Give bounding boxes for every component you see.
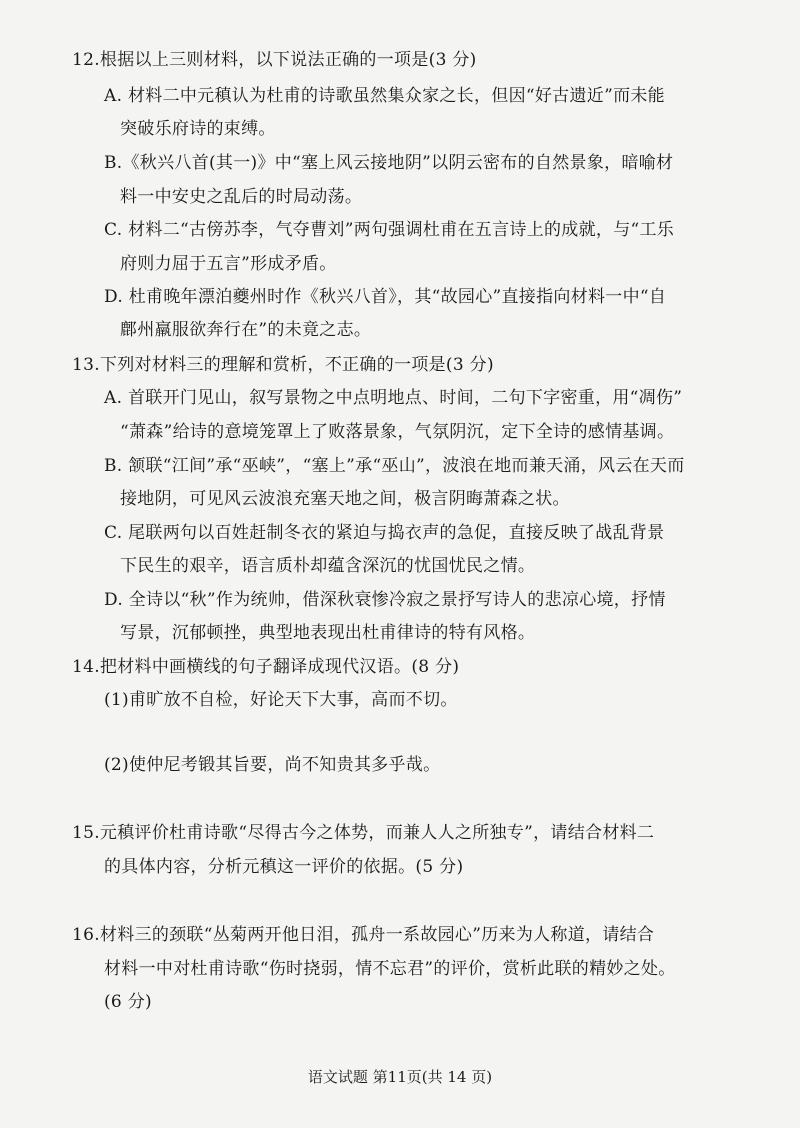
q12-option-a-line1: A. 材料二中元稹认为杜甫的诗歌虽然集众家之长，但因“好古遗近”而未能: [104, 86, 665, 106]
page-footer: 语文试题 第11页(共 14 页): [307, 1068, 493, 1086]
q12-option-d-line1: D. 杜甫晚年漂泊夔州时作《秋兴八首》，其“故园心”直接指向材料一中“自: [104, 287, 667, 307]
q13-option-a-line1: A. 首联开门见山，叙写景物之中点明地点、时间，二句下字密重，用“凋伤”: [104, 388, 683, 408]
q13-option-b-line2: 接地阴，可见风云波浪充塞天地之间，极言阴晦萧森之状。: [120, 489, 570, 509]
q13-option-d-line1: D. 全诗以“秋”作为统帅，借深秋衰惨冷寂之景抒写诗人的悲凉心境，抒情: [104, 590, 666, 610]
q12-option-d-line2: 鄜州羸服欲奔行在”的未竟之志。: [120, 320, 372, 340]
q15-stem-line1: 15.元稹评价杜甫诗歌“尽得古今之体势，而兼人人之所独专”，请结合材料二: [72, 823, 655, 843]
q14-sentence-2: (2)使仲尼考锻其旨要，尚不知贵其多乎哉。: [104, 755, 441, 775]
q16-stem-line2: 材料一中对杜甫诗歌“伤时挠弱，情不忘君”的评价，赏析此联的精妙之处。: [104, 959, 676, 979]
q15-stem-line2: 的具体内容，分析元稹这一评价的依据。(5 分): [104, 857, 464, 877]
q12-option-b-line1: B.《秋兴八首(其一)》中“塞上风云接地阴”以阴云密布的自然景象，暗喻材: [104, 153, 674, 173]
q16-stem-line1: 16.材料三的颈联“丛菊两开他日泪，孤舟一系故园心”历来为人称道，请结合: [72, 925, 655, 945]
q16-stem-line3: (6 分): [104, 992, 152, 1012]
q12-option-c-line1: C. 材料二“古傍苏李，气夺曹刘”两句强调杜甫在五言诗上的成就，与“工乐: [104, 220, 675, 240]
q13-option-b-line1: B. 颔联“江间”承“巫峡”，“塞上”承“巫山”，波浪在地而兼天涌，风云在天而: [104, 456, 685, 476]
q12-option-c-line2: 府则力屈于五言”形成矛盾。: [120, 254, 337, 274]
q14-sentence-1: (1)甫旷放不自检，好论天下大事，高而不切。: [104, 690, 458, 710]
q13-option-c-line1: C. 尾联两句以百姓赶制冬衣的紧迫与捣衣声的急促，直接反映了战乱背景: [104, 523, 665, 543]
q13-option-c-line2: 下民生的艰辛，语言质朴却蕴含深沉的忧国忧民之情。: [120, 556, 536, 576]
q14-stem: 14.把材料中画横线的句子翻译成现代汉语。(8 分): [72, 657, 460, 677]
q12-option-b-line2: 料一中安史之乱后的时局动荡。: [120, 187, 363, 207]
q12-option-a-line2: 突破乐府诗的束缚。: [120, 119, 276, 139]
q13-option-d-line2: 写景，沉郁顿挫，典型地表现出杜甫律诗的特有风格。: [120, 623, 536, 643]
q13-stem: 13.下列对材料三的理解和赏析，不正确的一项是(3 分): [72, 355, 494, 375]
q13-option-a-line2: “萧森”给诗的意境笼罩上了败落景象，气氛阴沉，定下全诗的感情基调。: [120, 422, 675, 442]
q12-stem: 12.根据以上三则材料，以下说法正确的一项是(3 分): [72, 50, 477, 70]
